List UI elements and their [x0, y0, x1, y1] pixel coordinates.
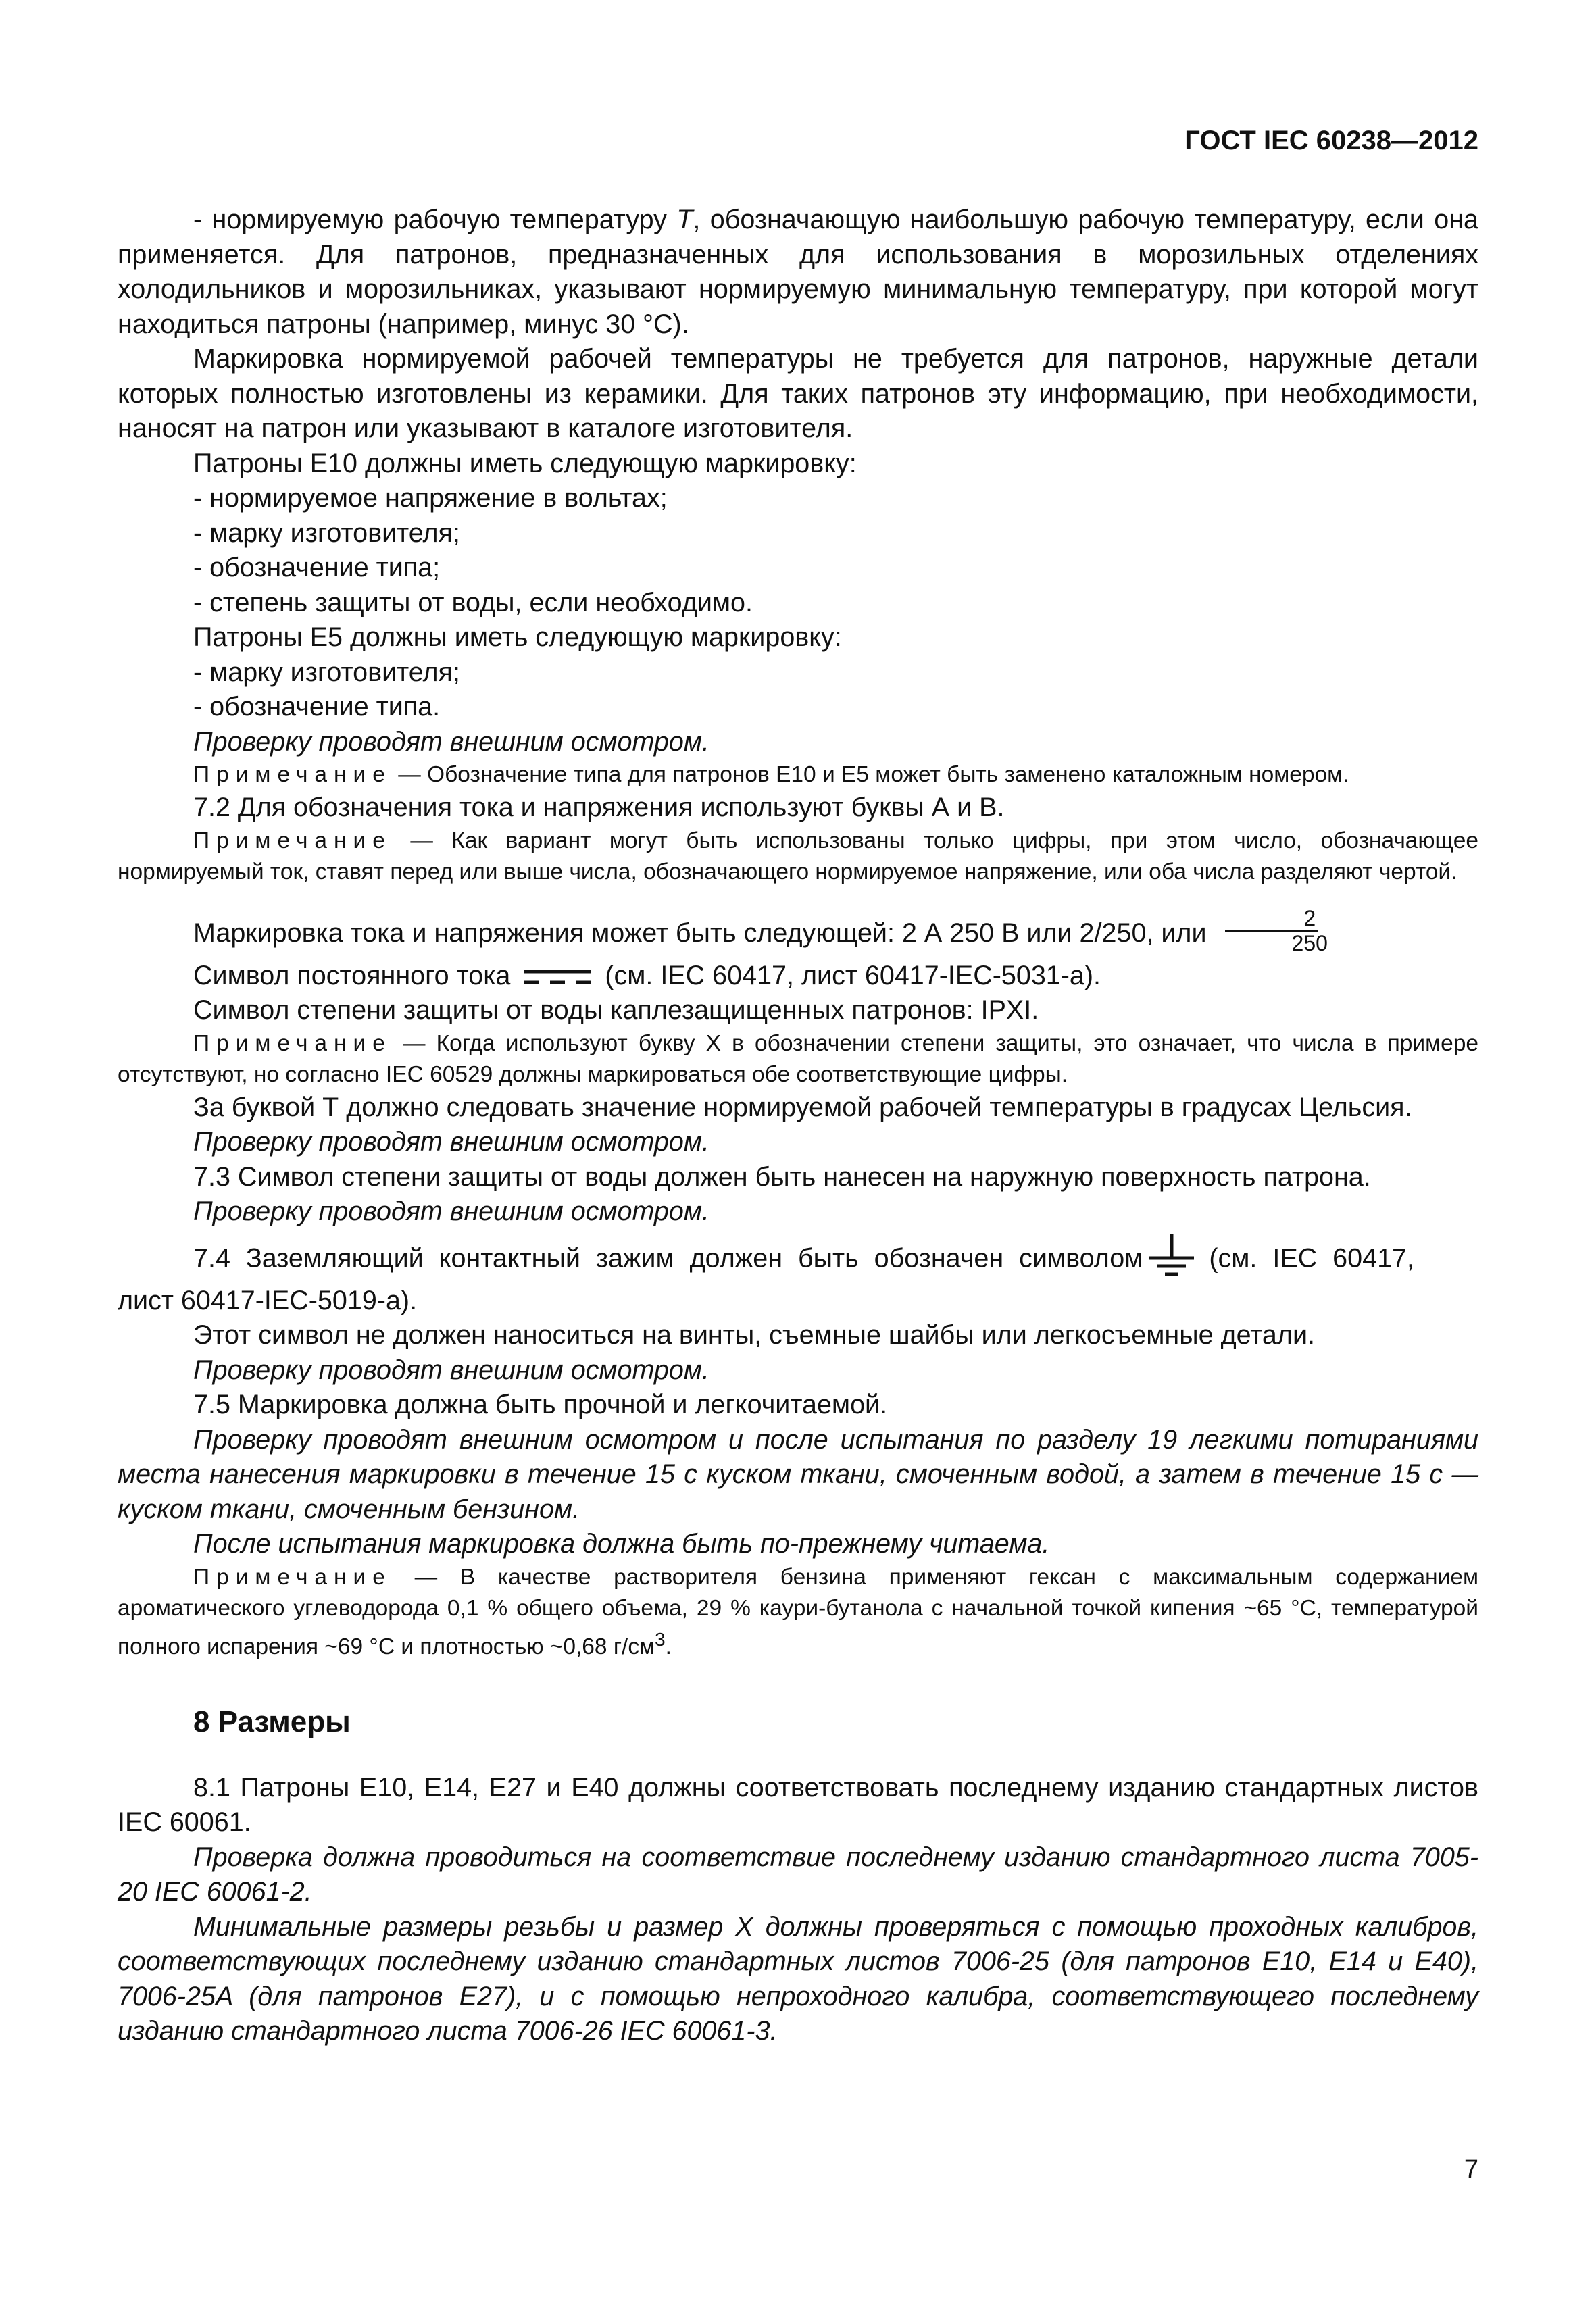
clause-7-4-continued: лист 60417-IEC-5019-a). [118, 1285, 418, 1315]
fraction-numerator: 2 [1225, 907, 1318, 932]
section-heading-8: 8 Размеры [193, 1705, 351, 1738]
page-content [118, 203, 1478, 2049]
earth-ground-icon [1148, 1231, 1195, 1278]
clause-7-2: 7.2 Для обозначения тока и напряжения используют буквы А и В. [193, 793, 1005, 822]
list-item: - обозначение типа. [193, 692, 441, 722]
note-3: Примечание — Когда используют букву Х в обозначении степени защиты, это означает, что числа в примере отсутствуют, но согласно IEC 60529 должны маркироваться обе соответствующие цифры. [118, 1030, 1478, 1087]
list-item: - марку изготовителя; [193, 518, 460, 548]
clause-7-5-after: После испытания маркировка должна быть по-прежнему читаема. [193, 1529, 1050, 1559]
t-letter-line: За буквой Т должно следовать значение нормируемой рабочей температуры в градусах Цельсия. [193, 1092, 1412, 1122]
dc-symbol-line: Символ постоянного тока (см. IEC 60417, лист 60417-IEC-5031-a). [193, 960, 1101, 990]
note-1: Примечание — Обозначение типа для патронов Е10 и Е5 может быть заменено каталожным номером. [193, 762, 1349, 787]
clause-8-1-check-1: Проверка должна проводиться на соответствие последнему изданию стандартного листа 7005-20 IEC 60061-2. [118, 1842, 1478, 1907]
symbol-restriction: Этот символ не должен наноситься на винты, съемные шайбы или легкосъемные детали. [193, 1320, 1315, 1350]
list-item: - обозначение типа; [193, 553, 441, 582]
clause-7-5-check: Проверку проводят внешним осмотром и после испытания по разделу 19 легкими потираниями места нанесения маркировки в течение 15 с куском ткани, смоченным водой, а затем в течение 15 с — куском ткани, смоченным бензином. [118, 1424, 1478, 1524]
list-item: - степень защиты от воды, если необходимо. [193, 587, 753, 618]
page-number: 7 [1464, 2155, 1478, 2184]
e10-intro: Патроны Е10 должны иметь следующую маркировку: [193, 448, 857, 478]
note-label: Примечание [193, 828, 392, 853]
document-header: ГОСТ IEC 60238—2012 [1184, 126, 1478, 155]
fraction-denominator: 250 [1291, 930, 1328, 955]
marking-example: Маркировка тока и напряжения может быть следующей: 2 А 250 В или 2/250, или $\frac{2}{250}$ [193, 905, 1328, 955]
note-2: Примечание — Как вариант могут быть использованы только цифры, при этом число, обозначающее нормируемый ток, ставят перед или выше числа, обозначающего нормируемое напряжение, или оба числа разделяют чертой. [118, 828, 1478, 884]
check-text: Проверку проводят внешним осмотром. [193, 1355, 709, 1385]
list-item: - нормируемое напряжение в вольтах; [193, 483, 668, 513]
paragraph-rated-temperature: - нормируемую рабочую температуру T, обозначающую наибольшую рабочую температуру, если она применяется. Для патронов, предназначенных для использования в морозильных отделениях холодильников и морозильниках, указывают нормируемую минимальную температуру, при которой могут находиться патроны (например, минус 30 °С). [118, 205, 1478, 339]
note-label: Примечание [193, 1564, 392, 1590]
list-item: - марку изготовителя; [193, 657, 460, 687]
clause-7-4: 7.4 Заземляющий контактный зажим должен быть обозначен символом (см. IEC 60417, [118, 1236, 1478, 1284]
ipx-line: Символ степени защиты от воды каплезащищенных патронов: IPXI. [193, 995, 1039, 1025]
note-label: Примечание [193, 1030, 392, 1056]
direct-current-icon [524, 967, 591, 986]
clause-7-5: 7.5 Маркировка должна быть прочной и легкочитаемой. [193, 1390, 888, 1419]
check-text: Проверку проводят внешним осмотром. [193, 1197, 709, 1226]
fraction [1216, 907, 1328, 955]
symbol-t: T [676, 205, 693, 234]
superscript: 3 [655, 1628, 666, 1650]
note-label: Примечание [193, 762, 392, 787]
note-4: Примечание — В качестве растворителя бензина применяют гексан с максимальным содержанием ароматического углеводорода 0,1 % общего объема, 29 % каури-бутанола с начальной точкой кипения ~65 °С, температурой полного испарения ~69 °С и плотностью ~0,68 $г/см^3$. [118, 1564, 1478, 1659]
check-text: Проверку проводят внешним осмотром. [193, 1127, 709, 1157]
e5-intro: Патроны Е5 должны иметь следующую маркировку: [193, 622, 842, 652]
clause-8-1-check-2: Минимальные размеры резьбы и размер X должны проверяться с помощью проходных калибров, соответствующих последнему изданию стандартных листов 7006-25 (для патронов Е10, Е14 и Е40), 7006-25A (для патронов Е27), и с помощью непроходного калибра, соответствующего последнему изданию стандартного листа 7006-26 IEC 60061-3. [118, 1911, 1478, 2046]
check-text: Проверку проводят внешним осмотром. [193, 726, 709, 757]
clause-7-3: 7.3 Символ степени защиты от воды должен быть нанесен на наружную поверхность патрона. [193, 1161, 1371, 1192]
paragraph-ceramic: Маркировка нормируемой рабочей температуры не требуется для патронов, наружные детали которых полностью изготовлены из керамики. Для таких патронов эту информацию, при необходимости, наносят на патрон или указывают в каталоге изготовителя. [118, 344, 1478, 443]
clause-8-1: 8.1 Патроны Е10, Е14, Е27 и Е40 должны соответствовать последнему изданию стандартных листов IEC 60061. [118, 1772, 1478, 1838]
